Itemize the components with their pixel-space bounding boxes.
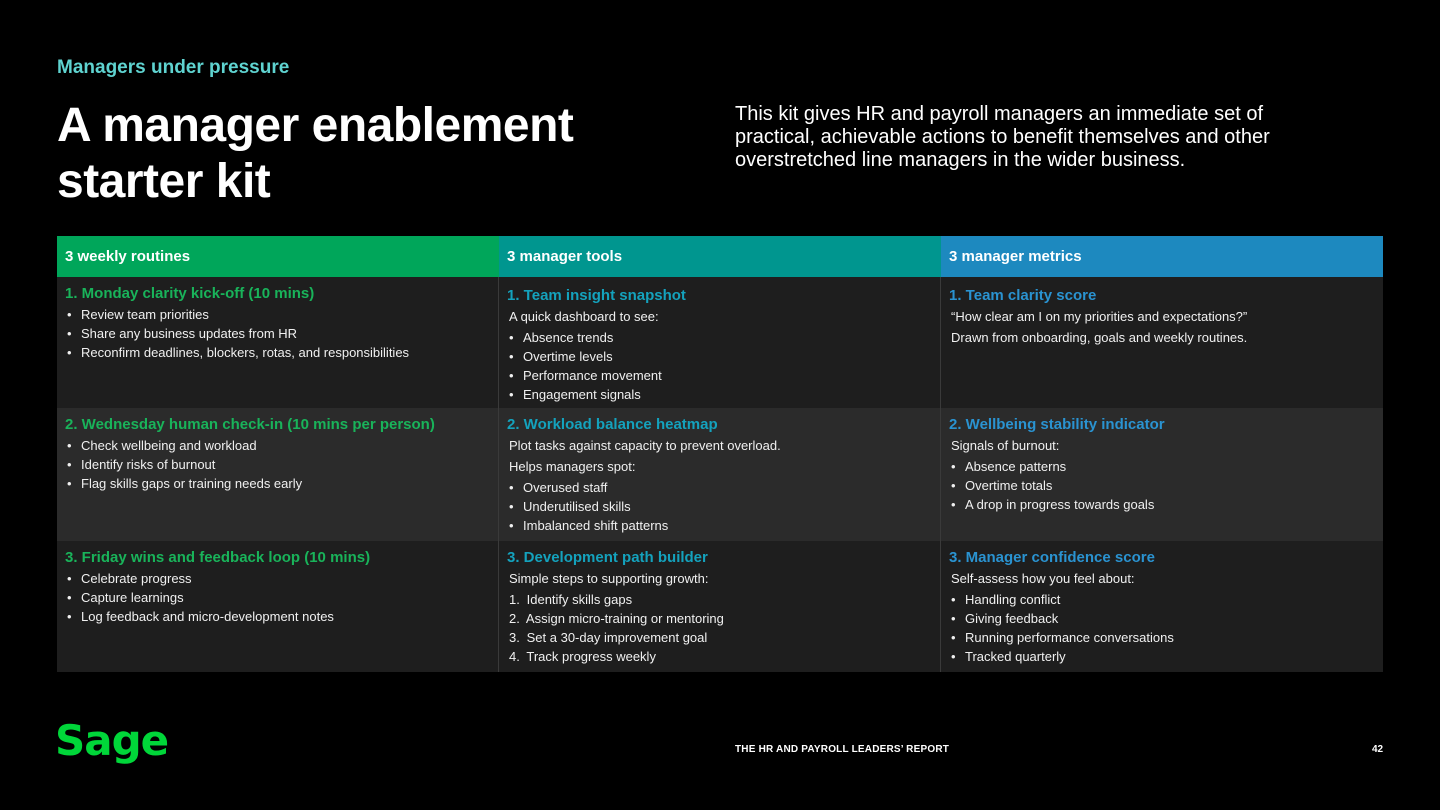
list-item: • Running performance conversations [949, 628, 1374, 647]
tool-steps [507, 590, 931, 666]
step-text: Set a 30-day improvement goal [526, 630, 708, 645]
routine-cell-3 [57, 541, 499, 672]
tool-cell-1 [499, 277, 941, 408]
list-item: • Identify risks of burnout [65, 455, 489, 474]
list-item [507, 609, 931, 628]
routine-title: 2. Wednesday human check-in (10 mins per person) [65, 416, 435, 433]
tool-intro: A quick dashboard to see: [509, 309, 659, 324]
routine-list [65, 436, 489, 493]
list-item [507, 590, 931, 609]
step-number: 4. [509, 649, 520, 664]
step-text: Track progress weekly [526, 649, 656, 664]
tool-intro: Simple steps to supporting growth: [509, 571, 709, 586]
footer-report-title: THE HR AND PAYROLL LEADERS’ REPORT [735, 744, 950, 755]
list-item: • Absence patterns [949, 457, 1374, 476]
metric-intro: Self-assess how you feel about: [951, 571, 1135, 586]
tool-intro-secondary: Helps managers spot: [509, 459, 636, 474]
list-item [507, 628, 931, 647]
list-item: • Underutilised skills [507, 497, 931, 516]
list-item: • Absence trends [507, 328, 931, 347]
page-number: 42 [1372, 744, 1384, 755]
metric-intro: Signals of burnout: [951, 438, 1060, 453]
routine-list [65, 305, 489, 362]
list-item: • Review team priorities [65, 305, 489, 324]
intro-paragraph: This kit gives HR and payroll managers an immediate set of practical, achievable actions to benefit themselves and other overstretched line managers in the wider business. [735, 103, 1270, 171]
tool-list [507, 478, 931, 535]
list-item: • Flag skills gaps or training needs early [65, 474, 489, 493]
list-item: • Overused staff [507, 478, 931, 497]
list-item: • Overtime totals [949, 476, 1374, 495]
list-item: • Capture learnings [65, 588, 489, 607]
list-item: • Handling conflict [949, 590, 1374, 609]
metric-quote: “How clear am I on my priorities and expectations?” [951, 309, 1248, 324]
step-number: 3. [509, 630, 520, 645]
tool-title: 3. Development path builder [507, 549, 708, 566]
sage-logo: Sage [55, 716, 169, 765]
column-header-metrics: 3 manager metrics [941, 236, 1383, 277]
list-item: • Engagement signals [507, 385, 931, 404]
step-number: 2. [509, 611, 520, 626]
column-header-tools: 3 manager tools [499, 236, 941, 277]
metric-list [949, 457, 1374, 514]
tool-title: 2. Workload balance heatmap [507, 416, 718, 433]
list-item [507, 647, 931, 666]
metric-title: 2. Wellbeing stability indicator [949, 416, 1165, 433]
list-item: • Tracked quarterly [949, 647, 1374, 666]
metric-cell-1 [941, 277, 1383, 408]
tool-cell-2 [499, 408, 941, 541]
routine-list [65, 569, 489, 626]
metric-cell-2 [941, 408, 1383, 541]
page-title: A manager enablement starter kit [57, 99, 574, 208]
list-item: • Share any business updates from HR [65, 324, 489, 343]
list-item: • Imbalanced shift patterns [507, 516, 931, 535]
tool-title: 1. Team insight snapshot [507, 287, 686, 304]
routine-cell-1 [57, 277, 499, 408]
list-item: • Check wellbeing and workload [65, 436, 489, 455]
list-item: • Reconfirm deadlines, blockers, rotas, and responsibilities [65, 343, 489, 362]
list-item: • Celebrate progress [65, 569, 489, 588]
tool-list [507, 328, 931, 404]
list-item: • Giving feedback [949, 609, 1374, 628]
routine-title: 1. Monday clarity kick-off (10 mins) [65, 285, 315, 302]
tool-cell-3 [499, 541, 941, 672]
step-number: 1. [509, 592, 520, 607]
list-item: • A drop in progress towards goals [949, 495, 1374, 514]
tool-intro: Plot tasks against capacity to prevent overload. [509, 438, 781, 453]
section-eyebrow: Managers under pressure [57, 57, 290, 78]
list-item: • Log feedback and micro-development notes [65, 607, 489, 626]
metric-list [949, 590, 1374, 666]
metric-cell-3 [941, 541, 1383, 672]
step-text: Identify skills gaps [526, 592, 633, 607]
column-header-routines: 3 weekly routines [57, 236, 499, 277]
metric-note: Drawn from onboarding, goals and weekly routines. [951, 330, 1248, 345]
starter-kit-table [57, 236, 1383, 672]
metric-title: 3. Manager confidence score [949, 549, 1155, 566]
step-text: Assign micro-training or mentoring [525, 611, 724, 626]
routine-cell-2 [57, 408, 499, 541]
routine-title: 3. Friday wins and feedback loop (10 mins) [65, 549, 371, 566]
list-item: • Overtime levels [507, 347, 931, 366]
metric-title: 1. Team clarity score [949, 287, 1097, 304]
list-item: • Performance movement [507, 366, 931, 385]
